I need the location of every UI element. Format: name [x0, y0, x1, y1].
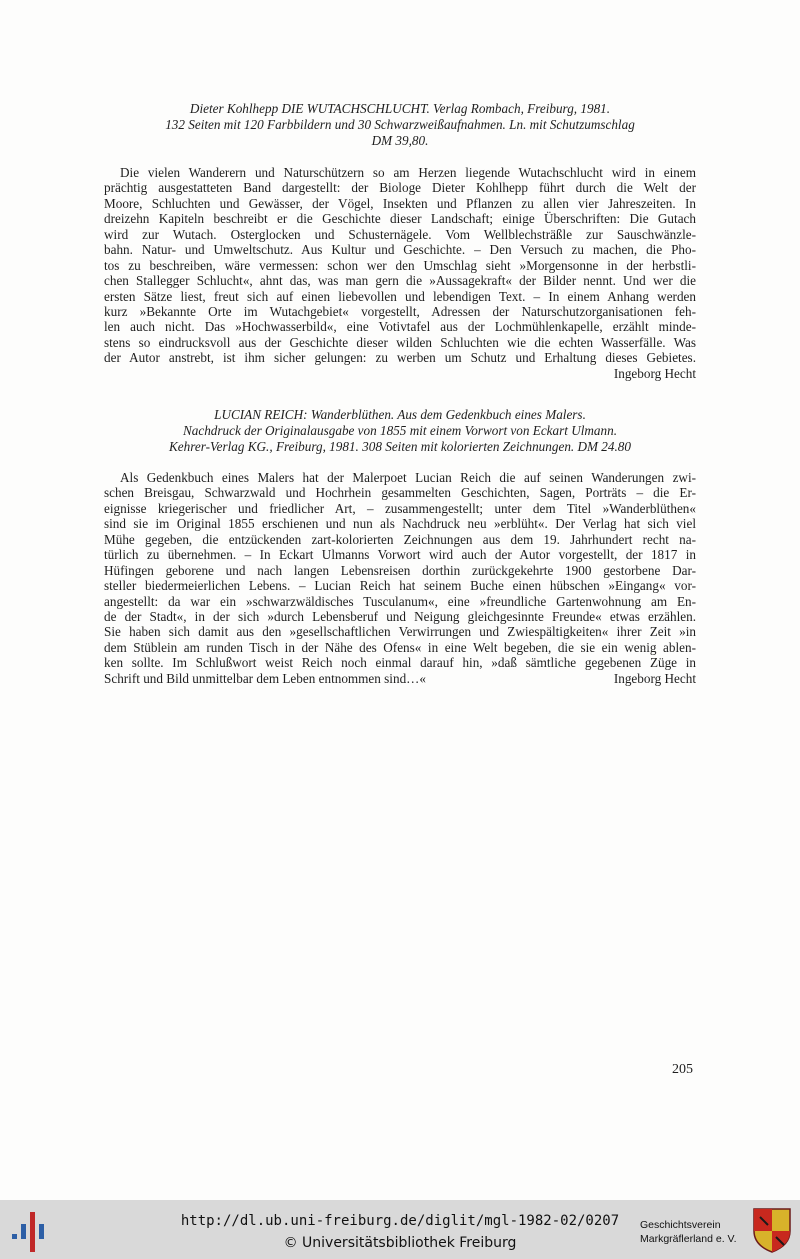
- review2-header-line: LUCIAN REICH: Wanderblüthen. Aus dem Gedenkbuch eines Malers.: [214, 407, 586, 422]
- footer-copyright: © Universitätsbibliothek Freiburg: [283, 1235, 517, 1251]
- text-line: Sie haben sich damit aus den »gesellschaftlichen Verwirrungen und Zwiespältigkeiten« ihrer Zeit »in: [104, 624, 696, 640]
- review2-header-line: Kehrer-Verlag KG., Freiburg, 1981. 308 Seiten mit kolorierten Zeichnungen. DM 24.80: [169, 439, 631, 454]
- org-name-line: Markgräflerland e. V.: [640, 1233, 737, 1245]
- footer-url[interactable]: http://dl.ub.uni-freiburg.de/diglit/mgl-1982-02/0207: [180, 1213, 620, 1229]
- review1-header-line: DM 39,80.: [371, 133, 429, 148]
- text-line: Moore, Schluchten und Gewässer, der Vögel, Insekten und Pflanzen zu allen vier Jahreszeiten. In: [104, 195, 696, 211]
- text-line: sind sie im Original 1855 erschienen und nun als Nachdruck neu »erblüht«. Der Verlag hat sich viel: [104, 516, 696, 532]
- text-line: Hüfingen geborene und nach langen Lebensreisen dorthin zurückgekehrte 1900 gestorbene Dar-: [104, 562, 696, 578]
- footer-bar: [0, 1200, 800, 1259]
- review2-header-line: Nachdruck der Originalausgabe von 1855 mit einem Vorwort von Eckart Ulmann.: [182, 423, 618, 438]
- text-line: kurz »Bekannte Orte im Wutachgebiet« vorgestellt, Adressen der Naturschutzorganisationen feh-: [104, 303, 696, 319]
- text-line-with-signature: [104, 671, 696, 686]
- text-line: tos zu beschreiben, wäre vermessen: schon wer den Umschlag sieht »Morgensonne in der herbstli-: [104, 257, 696, 273]
- text-line: stens so eindrucksvoll aus der Geschichte dieser wilden Schluchten wie die echten Wasserfälle. Was: [104, 334, 696, 350]
- text-line: schen Breisgau, Schwarzwald und Hochrhein gesammelten Geschichten, Sagen, Porträts – die Er-: [104, 485, 696, 501]
- text-line: dreizehn Kapiteln beschreibt er die Geschichte dieser Landschaft; einige Überschriften: Die Gutach: [104, 211, 696, 227]
- text-line: bahn. Natur- und Umweltschutz. Aus Kultur und Geschichte. – Den Versuch zu machen, die Pho-: [104, 242, 696, 258]
- text-line: len auch nicht. Das »Hochwasserbild«, eine Votivtafel aus der Lochmühlenkapelle, erzählt minde-: [104, 319, 696, 335]
- review1-signature: Ingeborg Hecht: [613, 365, 696, 381]
- text-line: wird zur Wutach. Osterglocken und Schusternägele. Vom Wellblechsträßle zur Sauschwänzle-: [104, 226, 696, 242]
- page-number: 205: [672, 1062, 693, 1077]
- text-line: türlich zu übernehmen. – In Eckart Ulmanns Vorwort wird auch der Autor vorgestellt, der 1817 in: [104, 547, 696, 563]
- text-line: der Autor anstrebt, ist ihm sicher gelungen: zu werben um Schutz und Erhaltung dieses Gebietes.: [104, 350, 696, 366]
- org-name: [640, 1218, 737, 1246]
- review1-header-line: 132 Seiten mit 120 Farbbildern und 30 Schwarzweißaufnahmen. Ln. mit Schutzumschlag: [165, 117, 635, 132]
- text-line: Als Gedenkbuch eines Malers hat der Malerpoet Lucian Reich die auf seinen Wanderungen zwi-: [120, 470, 696, 485]
- coat-of-arms-icon: [752, 1207, 792, 1253]
- text-line: Die vielen Wanderern und Naturschützern so am Herzen liegende Wutachschlucht wird in einem: [120, 165, 696, 180]
- review1-body: [104, 165, 696, 381]
- text-line: ken sollte. Im Schlußwort weist Reich noch einmal darauf hin, »daß sämtliche gegebenen Züge in: [104, 655, 696, 671]
- review1-header-line: Dieter Kohlhepp DIE WUTACHSCHLUCHT. Verlag Rombach, Freiburg, 1981.: [189, 101, 611, 116]
- text-line: chen Stallegger Schlucht«, ahnt das, was man gern die »Aussagekraft« der Bilder nennt. Und wer die: [104, 273, 696, 289]
- text-line: angestellt: da war ein »schwarzwäldisches Tusculanum«, eine »freundliche Gartenwohnung am En-: [104, 593, 696, 609]
- text-line: Schrift und Bild unmittelbar dem Leben entnommen sind…«: [104, 670, 426, 686]
- text-line: de der Stadt«, in der sich »durch Lebensberuf und Neigung gleichgesinnte Freunde« etwas erzählen.: [104, 608, 696, 624]
- review2-body: [104, 470, 696, 686]
- text-line: steller biedermeierlichen Lebens. – Lucian Reich hat seinem Buche einen hübschen »Eingang« vor-: [104, 578, 696, 594]
- org-name-line: Geschichtsverein: [640, 1219, 721, 1231]
- text-line: dem Stüblein am runden Tisch in der Nähe des Ofens« in eine Welt begeben, die sie ein wenig ablen-: [104, 639, 696, 655]
- review2-header: [100, 407, 700, 455]
- text-line: eignisse kriegerischer und friedlicher Art, – zusammengestellt; unter dem Titel »Wanderblüthen«: [104, 500, 696, 516]
- review2-signature: Ingeborg Hecht: [613, 670, 696, 686]
- text-line: Mühe gegeben, die entzückenden zart-kolorierten Zeichnungen aus dem 19. Jahrhundert recht na-: [104, 531, 696, 547]
- text-line: ersten Sätze liest, freut sich auf einen liebevollen und lebendigen Text. – In einem Anhang werden: [104, 288, 696, 304]
- review1-header: [100, 101, 700, 149]
- text-line: prächtig ausgestatteten Band dargestellt: der Biologe Dieter Kohlhepp führt durch die Welt der: [104, 180, 696, 196]
